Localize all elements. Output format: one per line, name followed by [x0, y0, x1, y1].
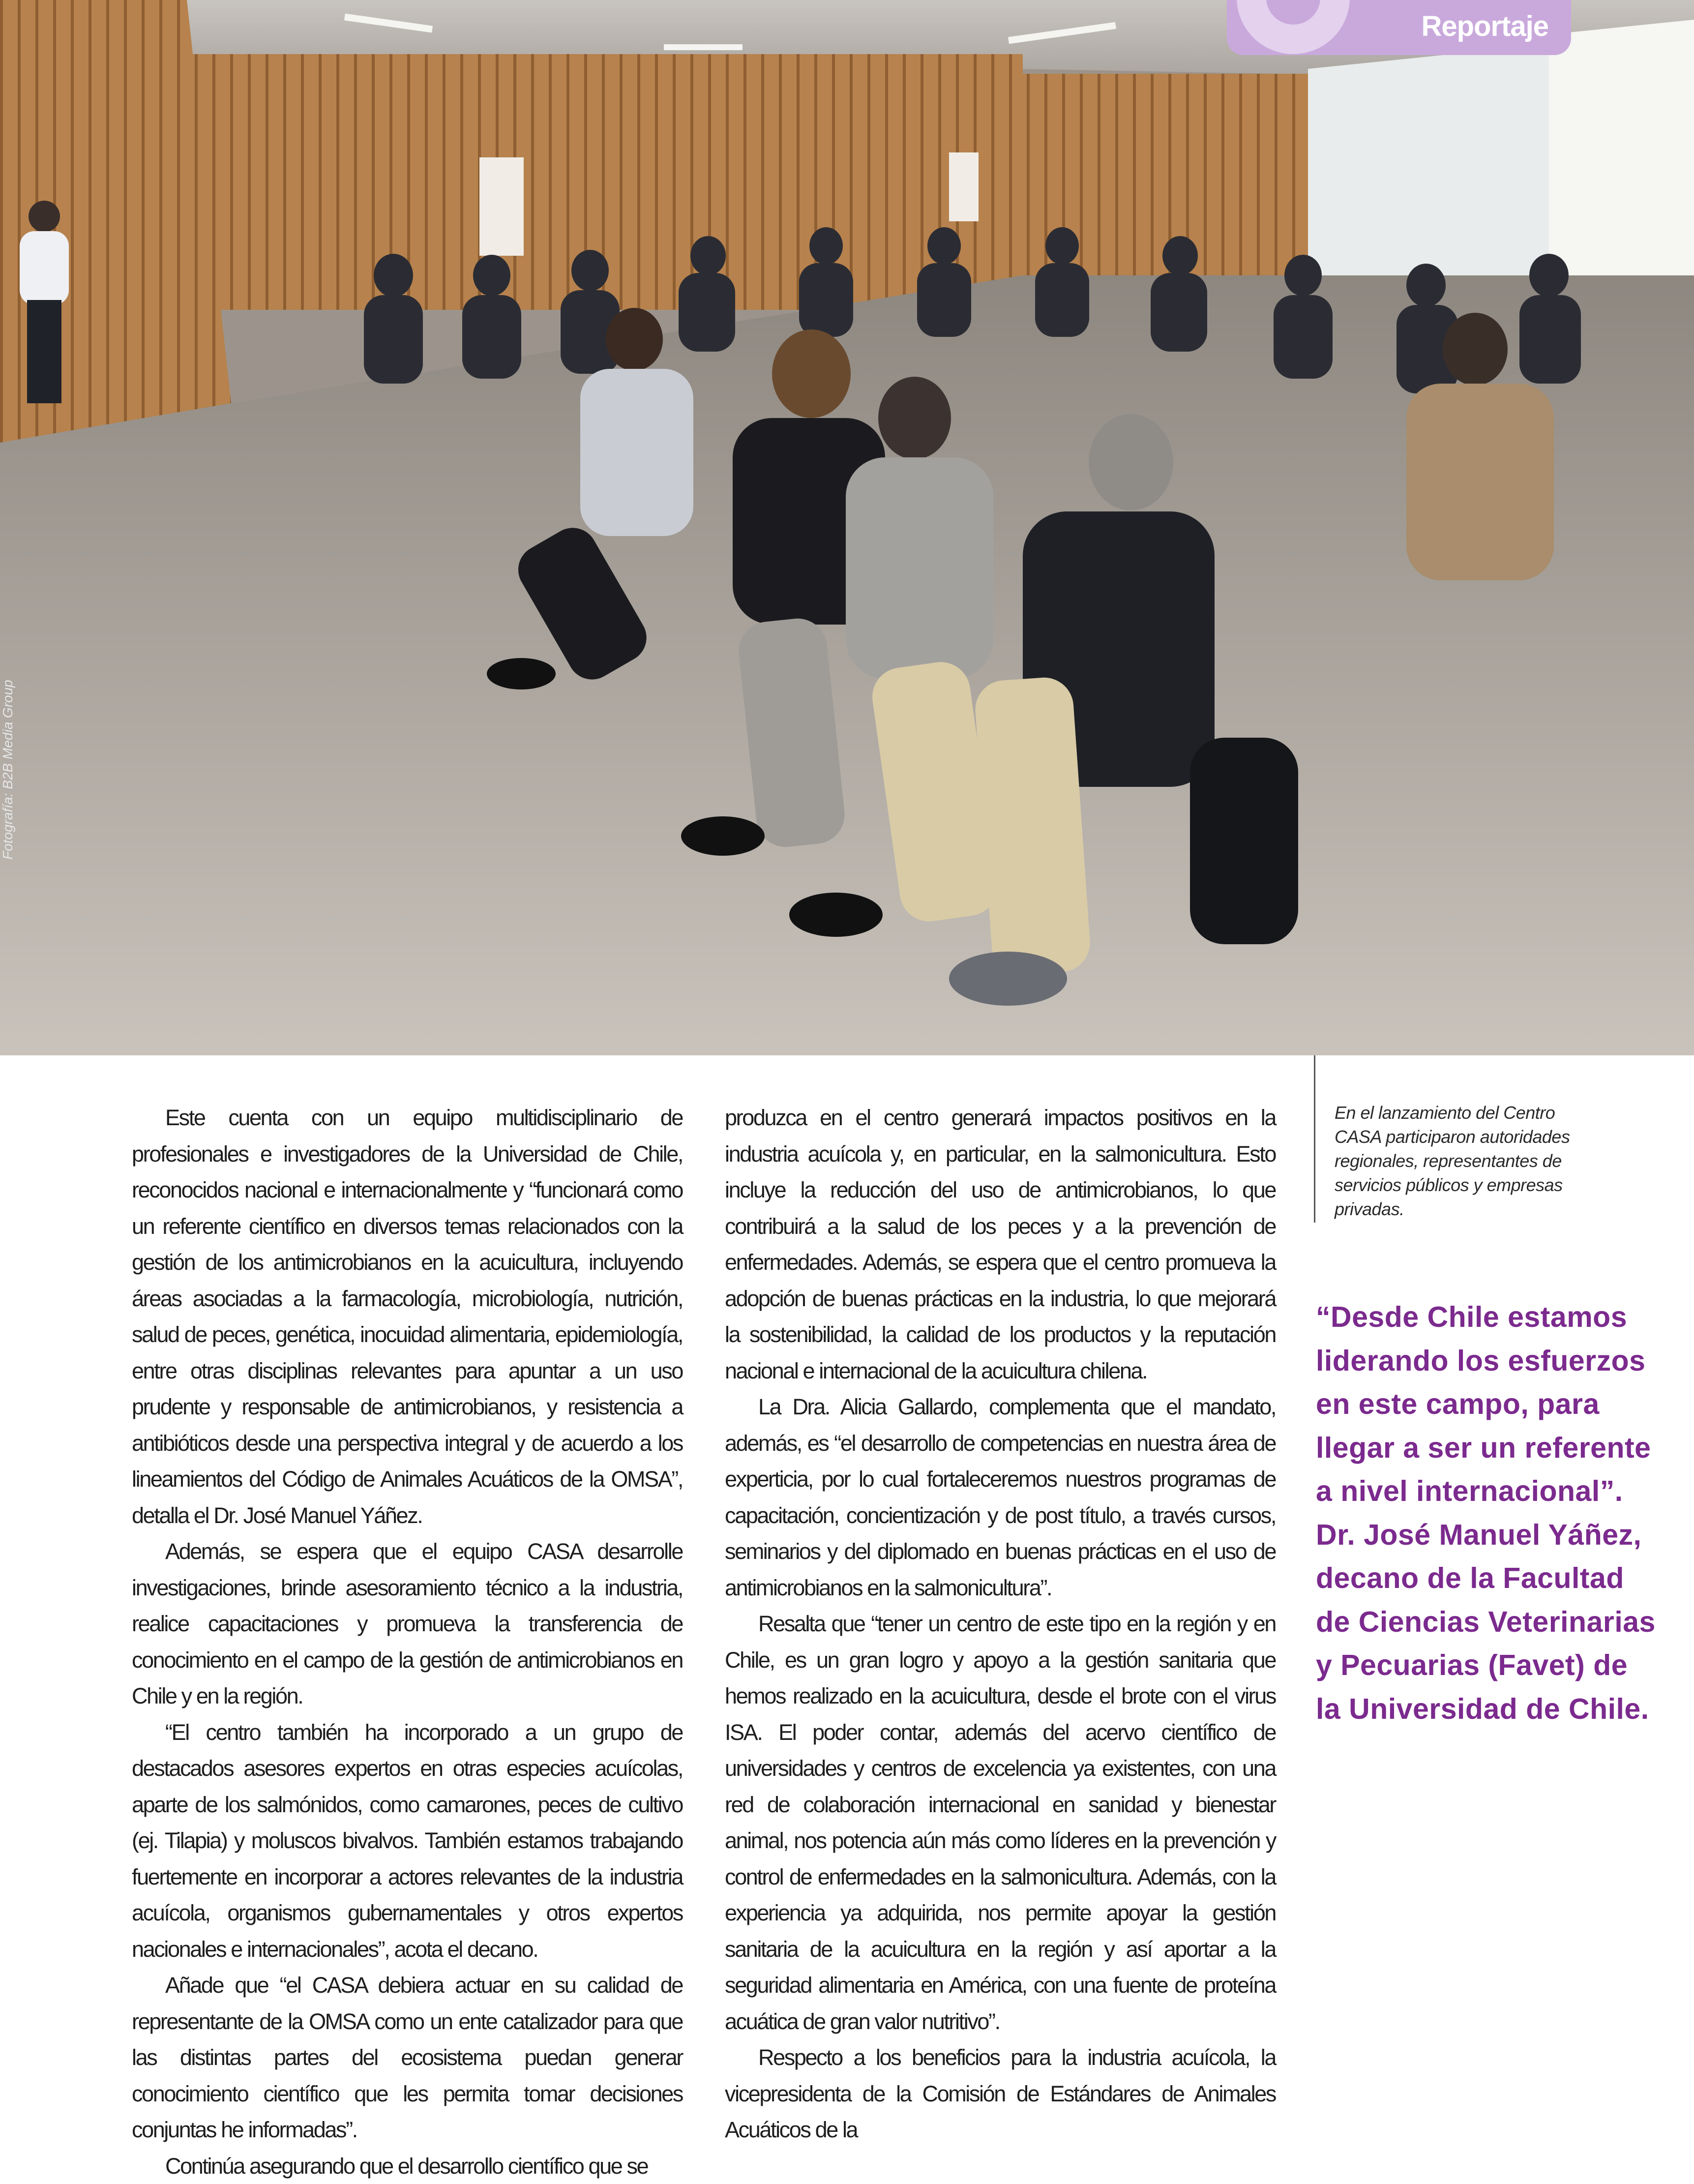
paragraph: Además, se espera que el equipo CASA desarrolle investigaciones, brinde asesoramiento técnico a la industria, realice capacitaciones y promueva la transferencia de conocimiento en el campo de la gestión de antimicrobianos en Chile y en la región. [132, 1533, 683, 1714]
paragraph: Resalta que “tener un centro de este tipo en la región y en Chile, es un gran logro y apoyo a la gestión sanitaria que hemos realizado en la acuicultura, desde el brote con el virus ISA. El poder contar, además del acervo científico de universidades y centros de excelencia ya existentes, con una red de colaboración internacional en sanidad y bienestar animal, nos potencia aún más como líderes en la prevención y control de enfermedades en la salmonicultura. Además, con la experiencia ya adquirida, nos permite apoyar la gestión sanitaria de la acuicultura en la región y así aportar a la seguridad alimentaria en América, con una fuente de proteína acuática de gran valor nutritivo”. [725, 1606, 1276, 2039]
article-column-2 [725, 1100, 1276, 2148]
photo-caption: En el lanzamiento del Centro CASA participaron autoridades regionales, representantes de servicios públicos y empresas privadas. [1335, 1101, 1590, 1221]
photo-credit: Fotografía: B2B Media Group [0, 654, 30, 885]
paragraph: “El centro también ha incorporado a un grupo de destacados asesores expertos en otras especies acuícolas, aparte de los salmónidos, como camarones, peces de cultivo (ej. Tilapia) y moluscos bivalvos. También estamos trabajando fuertemente en incorporar a actores relevantes de la industria acuícola, organismos gubernamentales y otros expertos nacionales e internacionales”, acota el decano. [132, 1714, 683, 1968]
section-tab [1227, 0, 1571, 55]
paragraph: produzca en el centro generará impactos positivos en la industria acuícola y, en particular, en la salmonicultura. Esto incluye la reducción del uso de antimicrobianos, lo que contribuirá a la salud de los peces y a la prevención de enfermedades. Además, se espera que el centro promueva la adopción de buenas prácticas en la industria, lo que mejorará la sostenibilidad, la calidad de los productos y la reputación nacional e internacional de la acuicultura chilena. [725, 1100, 1276, 1389]
audience-photo-illustration [0, 0, 1694, 1055]
section-label: Reportaje [1421, 10, 1548, 43]
pull-quote: “Desde Chile estamos liderando los esfuerzos en este campo, para llegar a ser un referente a nivel internacional”. Dr. José Manuel Yáñez, decano de la Facultad de Ciencias Veterinarias y Pecuarias (Favet) de la Universidad de Chile. [1316, 1295, 1660, 1731]
paragraph: Añade que “el CASA debiera actuar en su calidad de representante de la OMSA como un ente catalizador para que las distintas partes del ecosistema puedan generar conocimiento científico que les permita tomar decisiones conjuntas he informadas”. [132, 1967, 683, 2148]
event-photo [0, 0, 1694, 1055]
paragraph: Este cuenta con un equipo multidisciplinario de profesionales e investigadores de la Universidad de Chile, reconocidos nacional e internacionalmente y “funcionará como un referente científico en diversos temas relacionados con la gestión de los antimicrobianos en la acuicultura, incluyendo áreas asociadas a la farmacología, microbiología, nutrición, salud de peces, genética, inocuidad alimentaria, epidemiología, entre otras disciplinas relevantes para apuntar a un uso prudente y responsable de antimicrobianos, y resistencia a antibióticos desde una perspectiva integral y de acuerdo a los lineamientos del Código de Animales Acuáticos de la OMSA”, detalla el Dr. José Manuel Yáñez. [132, 1100, 683, 1533]
article-column-1 [132, 1100, 683, 2184]
paragraph: Continúa asegurando que el desarrollo científico que se [132, 2148, 683, 2184]
caption-divider [1314, 1055, 1315, 1223]
paragraph: Respecto a los beneficios para la industria acuícola, la vicepresidenta de la Comisión de Estándares de Animales Acuáticos de la [725, 2039, 1276, 2148]
paragraph: La Dra. Alicia Gallardo, complementa que el mandato, además, es “el desarrollo de competencias en nuestra área de experticia, por lo cual fortaleceremos nuestros programas de capacitación, concientización y de post título, a través cursos, seminarios y del diplomado en buenas prácticas en el uso de antimicrobianos en la salmonicultura”. [725, 1389, 1276, 1606]
section-logo-icon [1237, 0, 1350, 54]
